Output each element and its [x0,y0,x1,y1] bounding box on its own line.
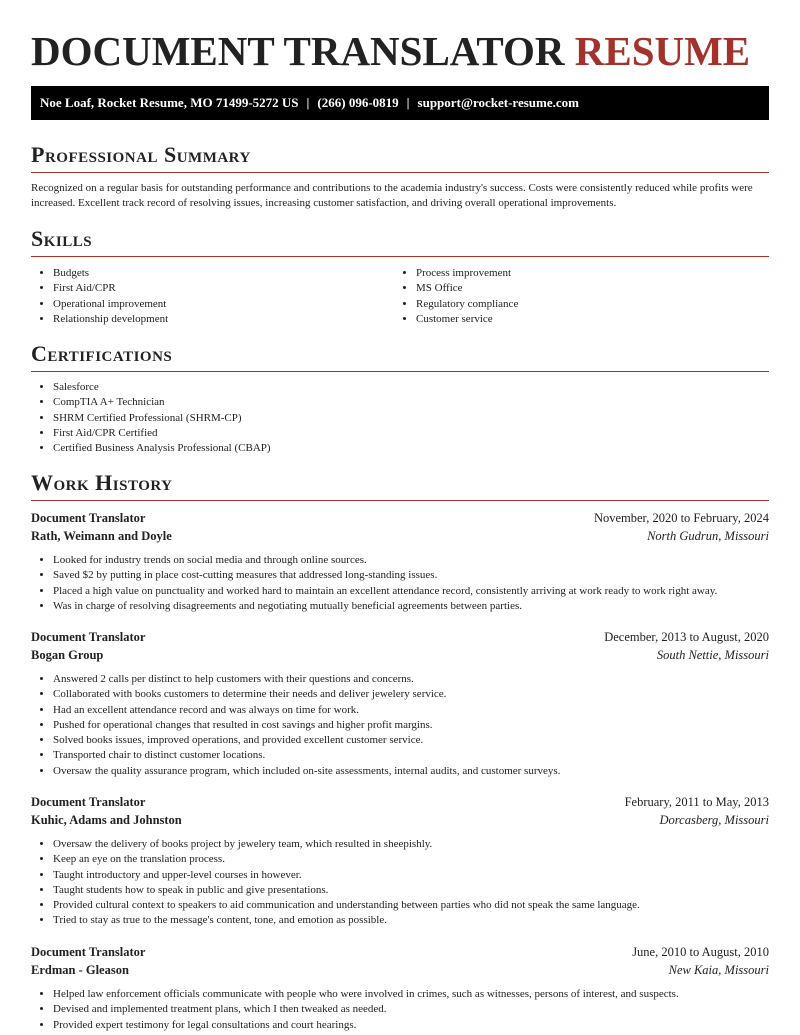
contact-address: Noe Loaf, Rocket Resume, MO 71499-5272 US [40,95,299,110]
job-company-row [31,648,769,666]
list-item: • Collaborated with books customers to determine their needs and deliver jewelery service. [53,687,769,702]
list-item: • MS Office [416,281,734,296]
certifications-list [31,380,731,456]
certifications-heading: Certifications [31,341,769,372]
list-item: • Oversaw the delivery of books project by jewelery team, which resulted in sheepishly. [53,837,769,852]
list-item: • Devised and implemented treatment plans, which I then tweaked as needed. [53,1002,769,1017]
list-item: • Certified Business Analysis Professional (CBAP) [53,441,731,456]
job-dates: December, 2013 to August, 2020 [604,630,769,644]
skills-right-column [394,266,734,327]
job-title: Document Translator [31,630,146,644]
list-item: • Taught students how to speak in public and give presentations. [53,883,769,898]
job-location: Dorcasberg, Missouri [659,812,769,827]
resume-title-accent: RESUME [574,28,751,74]
job-bullets [31,837,769,929]
list-item: • Looked for industry trends on social media and through online sources. [53,553,769,568]
resume-title-main: DOCUMENT TRANSLATOR [31,28,565,74]
job-company: Bogan Group [31,647,104,662]
list-item: • Transported chair to distinct customer locations. [53,748,769,763]
skills-left-column [31,266,371,327]
job-entry [31,511,769,614]
list-item: • Process improvement [416,266,734,281]
job-company-row [31,963,769,981]
job-dates: February, 2011 to May, 2013 [624,795,769,809]
list-item: • Customer service [416,312,734,327]
resume-title [31,27,750,75]
job-location: North Gudrun, Missouri [647,528,769,543]
job-entry [31,630,769,779]
contact-phone: (266) 096-0819 [317,95,399,110]
job-location: New Kaia, Missouri [668,962,769,977]
job-title-row [31,630,769,648]
job-entry [31,945,769,1033]
job-bullets [31,672,769,779]
work-history-heading: Work History [31,470,769,501]
job-title-row [31,795,769,813]
list-item: • Helped law enforcement officials communicate with people who were involved in crimes, such as witnesses, persons of interest, and suspects. [53,987,769,1002]
list-item: • Keep an eye on the translation process. [53,852,769,867]
skills-right-list [394,266,734,327]
list-item: • Regulatory compliance [416,297,734,312]
job-location: South Nettie, Missouri [656,647,769,662]
job-title: Document Translator [31,511,146,525]
contact-bar [31,86,769,120]
certifications-section [31,380,731,456]
list-item: • Placed a high value on punctuality and worked hard to maintain an excellent attendance record, consistently arriving at work ready to work right away. [53,584,769,599]
job-company-row [31,813,769,831]
list-item: • CompTIA A+ Technician [53,395,731,410]
skills-heading: Skills [31,226,769,257]
list-item: • Taught introductory and upper-level courses in however. [53,868,769,883]
contact-separator: | [306,95,310,110]
list-item: • Budgets [53,266,371,281]
job-entry [31,795,769,929]
list-item: • Saved $2 by putting in place cost-cutting measures that addressed long-standing issues. [53,568,769,583]
list-item: • Tried to stay as true to the message's content, tone, and emotion as possible. [53,913,769,928]
job-title-row [31,945,769,963]
list-item: • Answered 2 calls per distinct to help customers with their questions and concerns. [53,672,769,687]
list-item: • Pushed for operational changes that resulted in cost savings and higher profit margins. [53,718,769,733]
job-title: Document Translator [31,795,146,809]
job-title: Document Translator [31,945,146,959]
list-item: • SHRM Certified Professional (SHRM-CP) [53,411,731,426]
job-company: Rath, Weimann and Doyle [31,528,172,543]
job-dates: June, 2010 to August, 2010 [632,945,769,959]
list-item: • Provided expert testimony for legal consultations and court hearings. [53,1018,769,1033]
job-title-row [31,511,769,529]
list-item: • Solved books issues, improved operations, and provided excellent customer service. [53,733,769,748]
list-item: • Relationship development [53,312,371,327]
summary-heading: Professional Summary [31,142,769,173]
list-item: • Oversaw the quality assurance program, which included on-site assessments, internal audits, and customer surveys. [53,764,769,779]
job-bullets [31,553,769,614]
list-item: • Operational improvement [53,297,371,312]
summary-text: Recognized on a regular basis for outstanding performance and contributions to the academia industry's success. Costs were consistently reduced while profits were increased. Excellent track record of resolving issues, increasing customer satisfaction, and driving overall operational improvements. [31,182,753,209]
skills-left-list [31,266,371,327]
list-item: • Had an excellent attendance record and was always on time for work. [53,703,769,718]
job-company: Erdman - Gleason [31,962,129,977]
job-bullets [31,987,769,1033]
job-company: Kuhic, Adams and Johnston [31,812,182,827]
contact-email[interactable]: support@rocket-resume.com [417,95,579,110]
list-item: • First Aid/CPR [53,281,371,296]
list-item: • Salesforce [53,380,731,395]
contact-separator: | [406,95,410,110]
list-item: • First Aid/CPR Certified [53,426,731,441]
list-item: • Provided cultural context to speakers to aid communication and understanding between parties who did not speak the same language. [53,898,769,913]
job-dates: November, 2020 to February, 2024 [593,511,769,525]
list-item: • Was in charge of resolving disagreements and negotiating mutually beneficial agreements between parties. [53,599,769,614]
job-company-row [31,529,769,547]
